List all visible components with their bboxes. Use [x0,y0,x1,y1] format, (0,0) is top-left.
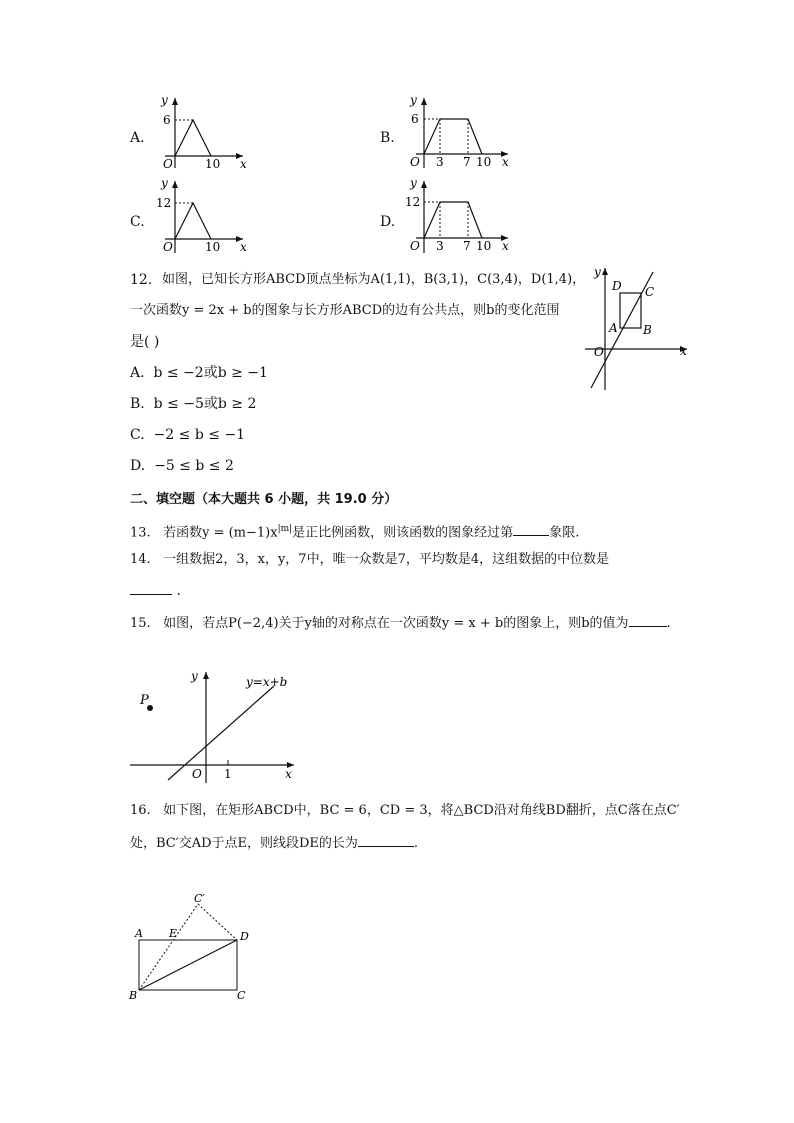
q14-number: 14. [130,552,151,567]
q14-answer-line [130,580,181,601]
point-e-label: E [169,927,178,940]
q11-option-b-label: B. [380,130,395,146]
q12-option-c [130,425,245,445]
q12-option-b [130,394,256,414]
q16-figure [126,890,256,1005]
q15 [130,612,671,634]
x-axis-label: x [502,155,509,169]
q12-option-a-label: A. [130,365,145,381]
point-d-label: D [612,279,622,293]
origin-label: O [163,240,173,254]
q11-option-d-graph [398,175,518,255]
q11-option-c-label: C. [130,214,145,230]
point-d-label: D [240,930,249,943]
q13-tail: 象限. [549,525,580,541]
origin-label: O [410,239,420,253]
point-p-label: P [140,693,149,708]
x-tick: 3 [436,155,444,169]
q16-number: 16. [130,803,151,818]
point-b-label: B [643,323,652,337]
x-axis-label: x [240,157,247,170]
x-tick: 7 [463,239,471,253]
q15-answer-blank[interactable] [629,612,667,627]
x-tick: 3 [436,239,444,253]
y-axis-label: y [161,93,168,107]
origin-label: O [594,345,604,359]
q12-figure [585,262,695,392]
point-b-label: B [129,989,138,1002]
x-axis-label: x [502,239,509,253]
q13-before: 若函数y = (m−1)x [163,525,278,541]
origin-label: O [192,767,202,781]
y-tick: 12 [405,195,421,209]
q12-option-d-text: −5 ≤ b ≤ 2 [154,458,234,474]
x-tick: 10 [205,240,221,254]
point-c-label: C [237,989,246,1002]
y-tick: 6 [411,112,419,126]
point-a-label: A [609,321,618,335]
q13-answer-blank[interactable] [513,521,549,536]
origin-label: O [410,155,420,169]
x-tick: 10 [476,239,492,253]
q16-tail: . [413,836,419,851]
x-axis-label: x [285,767,292,781]
x-axis-label: x [240,240,247,254]
q11-option-a-graph [145,90,255,170]
q14 [130,550,609,570]
q16-text-1: 如下图，在矩形ABCD中，BC = 6，CD = 3，将△BCD沿对角线BD翻折，点C落在点C′ [163,803,680,818]
q12-option-d [130,456,234,476]
x-tick: 7 [463,155,471,169]
q14-tail: . [176,583,181,599]
q14-text: 一组数据2，3，x，y，7中，唯一众数是7，平均数是4，这组数据的中位数是 [163,552,610,567]
q13-after: 是正比例函数，则该函数的图象经过第 [292,525,514,541]
q12-option-b-label: B. [130,396,145,412]
q16-answer-blank[interactable] [358,832,414,847]
q11-option-a-label: A. [130,130,145,146]
q12-option-a [130,363,268,383]
x-axis-label: x [680,344,687,358]
q11-option-d-label: D. [380,214,396,230]
q15-figure [128,668,303,783]
x-tick: 10 [476,155,492,169]
q12-option-d-label: D. [130,458,146,474]
x-tick: 1 [224,767,232,781]
q15-text: 如图，若点P(−2,4)关于y轴的对称点在一次函数y = x + b的图象上，则b的值为 [163,616,629,631]
origin-label: O [163,157,173,170]
y-axis-label: y [410,176,417,190]
q16-line1 [130,801,680,821]
q12-option-a-text: b ≤ −2或b ≥ −1 [153,365,268,381]
line-label: y=x+b [246,675,288,689]
point-a-label: A [135,927,143,940]
q12-line2: 一次函数y = 2x + b的图象与长方形ABCD的边有公共点，则b的变化范围 [130,303,560,318]
y-axis-label: y [191,669,198,683]
q12-number: 12. [130,272,153,288]
q15-tail: . [666,616,671,631]
q11-option-c-graph [145,175,255,255]
point-c-prime-label: C′ [194,892,205,905]
q13-number: 13. [130,525,151,541]
q16-line2 [130,832,418,854]
q13 [130,519,579,543]
q16-text-2: 处，BC′交AD于点E，则线段DE的长为 [130,836,358,851]
q12-option-c-label: C. [130,427,145,443]
section-heading: 二、填空题（本大题共 6 小题，共 19.0 分） [130,492,398,507]
y-axis-label: y [410,93,417,107]
q12-option-c-text: −2 ≤ b ≤ −1 [153,427,246,443]
y-tick: 12 [156,196,172,210]
q12-line1: 如图，已知长方形ABCD顶点坐标为A(1,1)，B(3,1)，C(3,4)，D(1,4)， [162,272,586,287]
y-axis-label: y [161,176,168,190]
q14-answer-blank[interactable] [130,580,172,595]
q13-exponent: |m| [277,524,293,534]
point-c-label: C [645,285,655,299]
x-tick: 10 [205,157,221,170]
y-axis-label: y [594,265,601,279]
q15-number: 15. [130,616,151,631]
y-tick: 6 [163,113,171,127]
q12-line3: 是( ) [130,334,160,350]
q11-option-b-graph [398,90,518,170]
q12-option-b-text: b ≤ −5或b ≥ 2 [153,396,257,412]
